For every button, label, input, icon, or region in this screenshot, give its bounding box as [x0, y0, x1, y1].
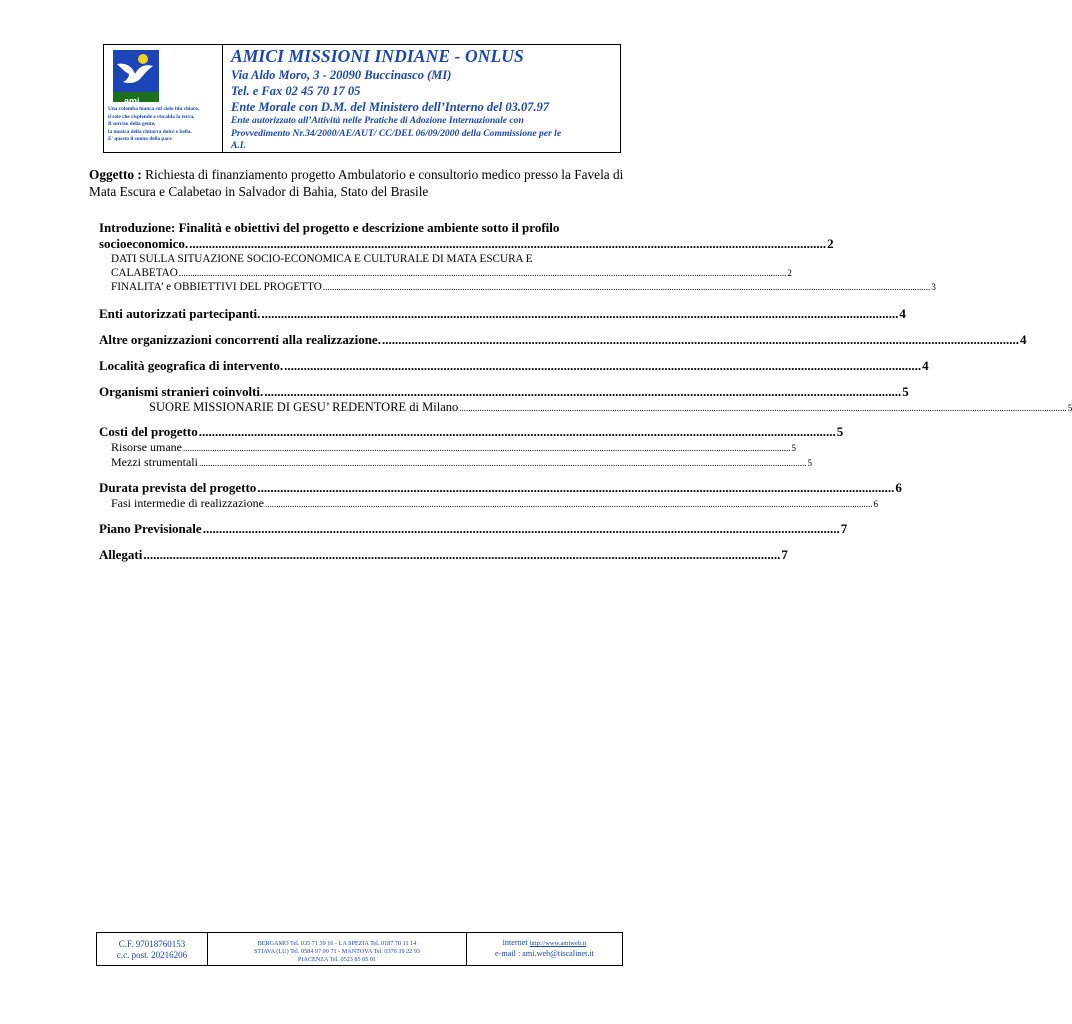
toc-entry-label: Organismi stranieri coinvolti.	[99, 384, 264, 399]
toc-entry-label: SUORE MISSIONARIE DI GESU’ REDENTORE di Milano	[149, 400, 459, 414]
toc-leader: ..............................................................................................................................................................................................................................................................................	[459, 403, 1067, 413]
dove-icon	[113, 50, 159, 92]
footer-cf: C.F. 97018760153	[118, 939, 186, 949]
subject-label: Oggetto :	[89, 167, 142, 182]
footer-offices	[208, 933, 467, 965]
toc-page-number: 4	[1019, 332, 1027, 347]
toc-page-number: 4	[899, 306, 906, 321]
toc-entry-allegati[interactable]	[99, 547, 788, 563]
toc-page-number: 6	[873, 499, 878, 509]
table-of-contents	[99, 220, 1072, 563]
toc-leader: ..............................................................................................................................................................................................................................................................................	[322, 282, 931, 292]
toc-leader: ..............................................................................................................................................................................................................................................................................	[198, 458, 807, 468]
toc-entry-label: Durata prevista del progetto	[99, 480, 257, 495]
toc-leader: ..............................................................................................................................................................................................................................................................................	[264, 499, 873, 509]
footer-email[interactable]: e-mail : ami.web@tiscalinet.it	[495, 949, 594, 958]
toc-entry-introduzione[interactable]	[99, 220, 834, 252]
motto-line: E' questo il suono della pace	[108, 136, 172, 142]
toc-entry-label: Costi del progetto	[99, 424, 198, 439]
logo-motto	[108, 106, 220, 144]
toc-entry-label: Piano Previsionale	[99, 521, 202, 536]
org-phone: Tel. e Fax 02 45 70 17 05	[231, 84, 361, 98]
footer-fiscal	[97, 933, 208, 965]
toc-page-number: 5	[836, 424, 844, 439]
motto-line: Una colomba bianca sul cielo blu chiaro,	[108, 106, 200, 112]
toc-leader: ....................................................................................................................................................................................................	[284, 358, 922, 373]
toc-entry-fasi[interactable]	[99, 496, 878, 511]
toc-leader: ....................................................................................................................................................................................................	[202, 521, 840, 536]
toc-page-number: 5	[807, 458, 812, 468]
toc-page-number: 7	[840, 521, 848, 536]
toc-entry-label: Mezzi strumentali	[111, 455, 198, 469]
org-ente: Ente Morale con D.M. del Ministero dell’Interno del 03.07.97	[231, 100, 550, 114]
toc-entry-label: socioeconomico.	[99, 236, 189, 251]
toc-entry-dati[interactable]	[99, 252, 792, 280]
toc-entry-suore[interactable]	[99, 400, 1072, 416]
letterhead-text	[223, 45, 620, 152]
toc-entry-label: DATI SULLA SITUAZIONE SOCIO-ECONOMICA E CULTURALE DI MATA ESCURA E	[111, 253, 533, 265]
footer-contacts	[467, 933, 622, 965]
footer-office-line: BERGAMO Tel. 035 71 39 16 - LA SPEZIA Tel. 0187 70 11 14	[257, 940, 417, 947]
toc-leader: ....................................................................................................................................................................................................	[257, 480, 895, 495]
toc-entry-label: Località geografica di intervento.	[99, 358, 284, 373]
motto-line: la musica della chitarra dolce e bella.	[108, 128, 192, 135]
letterhead	[103, 44, 621, 153]
toc-entry-label: FINALITA’ e OBBIETTIVI DEL PROGETTO	[111, 281, 322, 293]
toc-entry-risorse[interactable]	[99, 440, 796, 455]
toc-leader: ....................................................................................................................................................................................................	[189, 236, 827, 251]
org-auth-line: Ente autorizzato all’Attività nelle Pratiche di Adozione Internazionale con	[231, 115, 524, 126]
toc-entry-label: Fasi intermedie di realizzazione	[111, 496, 264, 510]
toc-leader: ....................................................................................................................................................................................................	[261, 306, 899, 321]
toc-entry-piano[interactable]	[99, 521, 848, 537]
footer-office-line: PIACENZA Tel. 0523 85 05 01	[297, 956, 377, 963]
footer	[96, 932, 623, 966]
subject-text: Richiesta di finanziamento progetto Ambulatorio e consultorio medico presso la Favela di Mata Escura e Calabetao in Salvador di Bahia, Stato del Brasile	[89, 167, 624, 199]
toc-page-number: 2	[787, 268, 792, 278]
toc-entry-localita[interactable]	[99, 358, 929, 374]
org-name: AMICI MISSIONI INDIANE - ONLUS	[231, 46, 524, 66]
toc-page-number: 5	[902, 384, 909, 399]
toc-entry-label: Introduzione: Finalità e obiettivi del progetto e descrizione ambiente sotto il profilo	[99, 220, 560, 235]
toc-entry-mezzi[interactable]	[99, 455, 812, 470]
subject	[89, 166, 637, 200]
logo-brand-text: ami	[124, 96, 140, 106]
footer-ccpost: c.c. post. 20216206	[116, 950, 188, 960]
toc-leader: ....................................................................................................................................................................................................	[381, 332, 1019, 347]
toc-entry-costi[interactable]	[99, 424, 844, 440]
toc-page-number: 7	[781, 547, 788, 562]
toc-leader: ..............................................................................................................................................................................................................................................................................	[178, 268, 787, 278]
toc-page-number: 2	[827, 236, 834, 251]
footer-website-link[interactable]: http://www.amiweb.it	[529, 940, 587, 947]
toc-entry-finalita[interactable]	[99, 280, 936, 294]
logo-cell	[104, 45, 223, 152]
footer-office-line: STIAVA (LU) Tel. 0584 97 00 71 - MANTOVA Tel. 0376 39 22 93	[253, 948, 421, 955]
ami-logo	[113, 50, 159, 106]
toc-entry-organismi[interactable]	[99, 384, 909, 400]
org-address: Via Aldo Moro, 3 - 20090 Buccinasco (MI)	[231, 68, 452, 82]
toc-leader: ....................................................................................................................................................................................................	[198, 424, 836, 439]
motto-line: Il sorriso della gente,	[108, 121, 156, 127]
toc-entry-durata[interactable]	[99, 480, 902, 496]
org-auth-line: A.I.	[231, 140, 246, 151]
toc-entry-label: Altre organizzazioni concorrenti alla realizzazione.	[99, 332, 381, 347]
toc-entry-enti[interactable]	[99, 306, 906, 322]
footer-internet-label: internet	[502, 938, 530, 947]
toc-page-number: 5	[1067, 403, 1072, 413]
toc-entry-altre[interactable]	[99, 332, 1027, 348]
org-auth-line: Provvedimento Nr.34/2000/AE/AUT/ CC/DEL 06/09/2000 della Commissione per le	[231, 127, 562, 139]
toc-leader: ..............................................................................................................................................................................................................................................................................	[183, 443, 791, 453]
toc-leader: ....................................................................................................................................................................................................	[264, 384, 902, 399]
toc-page-number: 3	[931, 282, 936, 292]
motto-line: il sole che risplende e riscalda la terra,	[108, 113, 195, 120]
toc-leader: ....................................................................................................................................................................................................	[143, 547, 781, 562]
toc-entry-label: CALABETAO	[111, 267, 178, 279]
toc-entry-label: Allegati	[99, 547, 143, 562]
toc-page-number: 4	[922, 358, 929, 373]
toc-entry-label: Risorse umane	[111, 440, 182, 454]
toc-page-number: 6	[895, 480, 902, 495]
toc-entry-label: Enti autorizzati partecipanti.	[99, 306, 261, 321]
toc-page-number: 5	[791, 443, 796, 453]
